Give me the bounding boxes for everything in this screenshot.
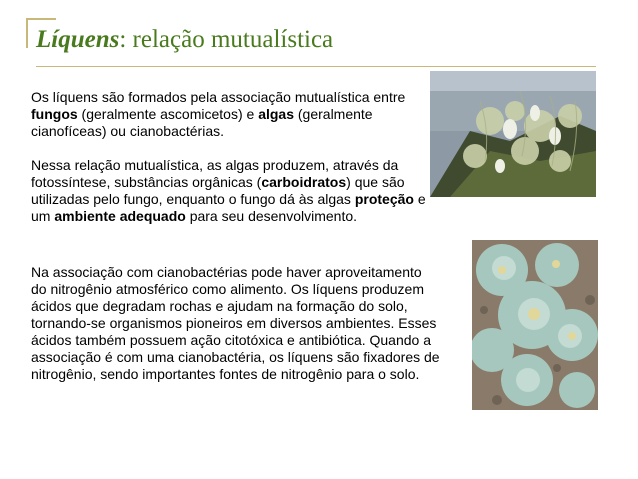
term-algas: algas [258, 106, 294, 122]
p1-text-c: (geralmente cianofíceas) ou cianobactérias. [31, 106, 373, 139]
term-protecao: proteção [354, 191, 414, 207]
paragraph-nitrogen: Na associação com cianobactérias pode haver aproveitamento do nitrogênio atmosférico como alimento. Os líquens produzem ácidos que degradam rochas e ajudam na formação do solo, tornando-se organismos pioneiros em diversos ambientes. Esses ácidos também possuem ação citotóxica e antibiótica. Quando a associação é com uma cianobactéria, os líquens são fixadores de nitrogênio, sendo importantes fontes de nitrogênio para o solo. [31, 264, 440, 382]
title-rest: : relação mutualística [119, 26, 334, 53]
slide-title [36, 26, 333, 54]
p1-text-b: (geralmente ascomicetos) e [77, 106, 259, 122]
corner-decoration-vertical [26, 18, 28, 48]
title-divider [36, 66, 596, 67]
p2-text-a: Nessa relação mutualística, as algas produzem, através da fotossíntese, substâncias orgânicas ( [31, 157, 399, 190]
paragraph-composition [31, 89, 441, 140]
corner-decoration-horizontal [26, 18, 56, 20]
lichen-photo-foliose [472, 240, 598, 410]
title-bold: Líquens [36, 26, 120, 53]
p2-text-c: e um [31, 191, 426, 224]
lichen-photo-fruticose [430, 71, 596, 197]
term-fungos: fungos [31, 106, 78, 122]
p2-text-b: ) que são utilizadas pelo fungo, enquanto o fungo dá às algas [31, 174, 405, 207]
term-ambiente-adequado: ambiente adequado [54, 208, 186, 224]
p1-text-a: Os líquens são formados pela associação mutualística entre [31, 89, 406, 105]
term-carboidratos: carboidratos [261, 174, 347, 190]
paragraph-mutualism [31, 157, 441, 225]
p2-text-d: para seu desenvolvimento. [185, 208, 358, 224]
